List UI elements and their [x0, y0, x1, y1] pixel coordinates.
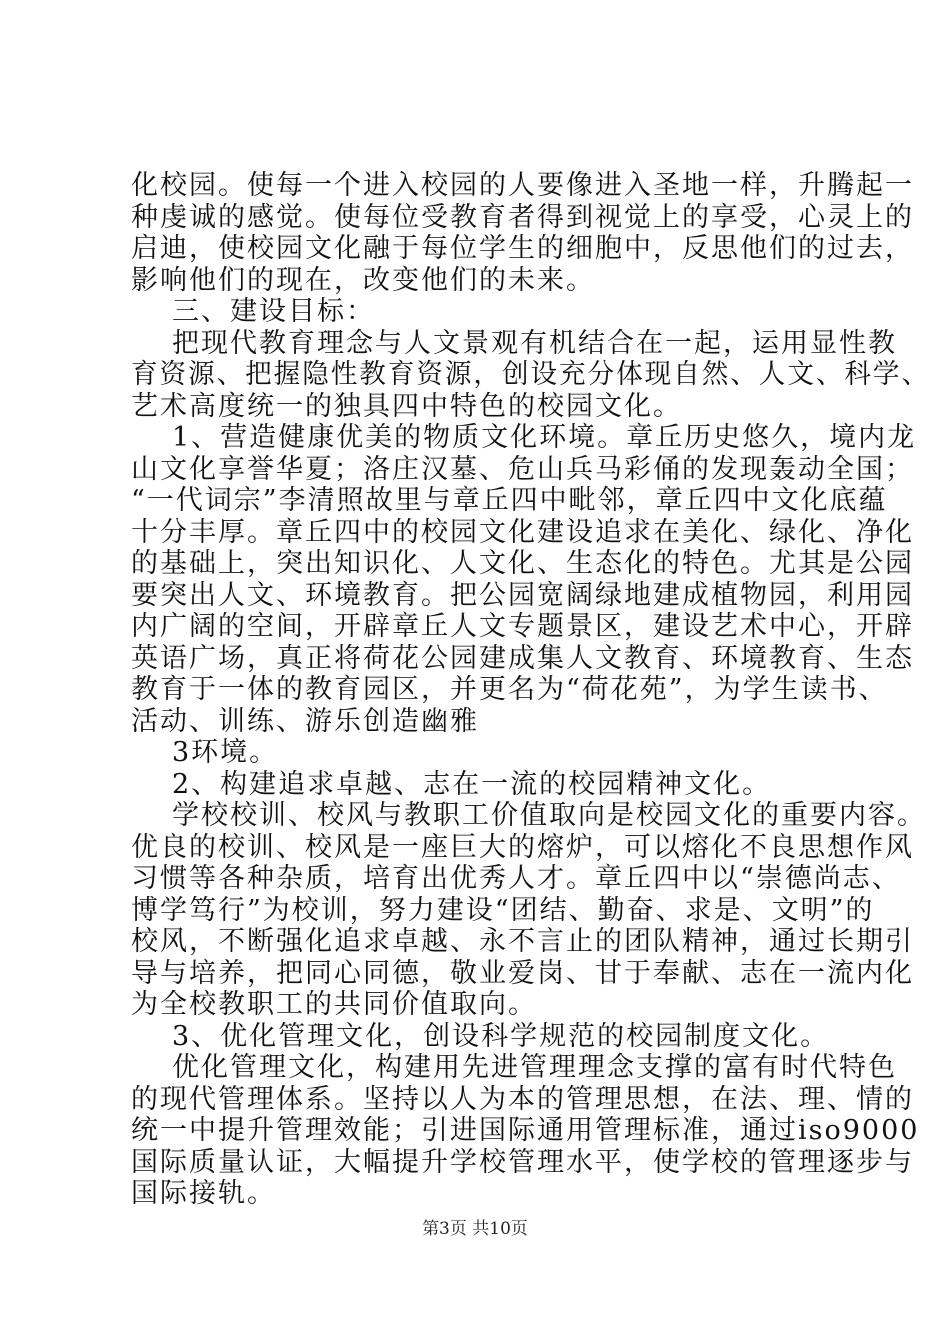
text-line: 山文化享誉华夏；洛庄汉墓、危山兵马彩俑的发现轰动全国；: [131, 454, 914, 485]
text-line: 化校园。使每一个进入校园的人要像进入圣地一样，升腾起一: [131, 170, 914, 201]
text-line: 优化管理文化，构建用先进管理理念支撑的富有时代特色: [172, 1052, 897, 1083]
text-line: 统一中提升管理效能；引进国际通用管理标准，通过iso9000: [131, 1115, 920, 1146]
text-line: 学校校训、校风与教职工价值取向是校园文化的重要内容。: [172, 800, 926, 831]
text-line: 的基础上，突出知识化、人文化、生态化的特色。尤其是公园: [131, 548, 914, 579]
text-line: 为全校教职工的共同价值取向。: [131, 989, 537, 1020]
text-line: 国际质量认证，大幅提升学校管理水平，使学校的管理逐步与: [131, 1147, 914, 1178]
text-line: 教育于一体的教育园区，并更名为“荷花苑”，为学生读书、: [131, 674, 888, 705]
text-line: 校风，不断强化追求卓越、永不言止的团队精神，通过长期引: [131, 926, 914, 957]
text-line: 导与培养，把同心同德，敬业爱岗、甘于奉献、志在一流内化: [131, 958, 914, 989]
page-number-footer: 第3页 共10页: [422, 1219, 528, 1239]
text-line: 习惯等各种杂质，培育出优秀人才。章丘四中以“崇德尚志、: [131, 863, 901, 894]
text-line: 育资源、把握隐性教育资源，创设充分体现自然、人文、科学、: [131, 359, 931, 390]
text-line: 要突出人文、环境教育。把公园宽阔绿地建成植物园，利用园: [131, 580, 914, 611]
text-line: 博学笃行”为校训，努力建设“团结、勤奋、求是、文明”的: [131, 895, 875, 926]
text-line: 3、优化管理文化，创设科学规范的校园制度文化。: [172, 1021, 830, 1052]
text-line: 国际接轨。: [131, 1178, 276, 1209]
text-line: 的现代管理体系。坚持以人为本的管理思想，在法、理、情的: [131, 1084, 914, 1115]
text-line: 艺术高度统一的独具四中特色的校园文化。: [131, 391, 682, 422]
text-line: “一代词宗”李清照故里与章丘四中毗邻，章丘四中文化底蕴: [131, 485, 888, 516]
text-line: 影响他们的现在，改变他们的未来。: [131, 265, 595, 296]
text-line: 2、构建追求卓越、志在一流的校园精神文化。: [172, 769, 772, 800]
text-line: 优良的校训、校风是一座巨大的熔炉，可以熔化不良思想作风: [131, 832, 914, 863]
text-line: 把现代教育理念与人文景观有机结合在一起，运用显性教: [172, 328, 897, 359]
text-line: 种虔诚的感觉。使每位受教育者得到视觉上的享受，心灵上的: [131, 202, 914, 233]
text-line: 内广阔的空间，开辟章丘人文专题景区，建设艺术中心，开辟: [131, 611, 914, 642]
text-line: 活动、训练、游乐创造幽雅: [131, 706, 479, 737]
text-line: 十分丰厚。章丘四中的校园文化建设追求在美化、绿化、净化: [131, 517, 914, 548]
text-line: 英语广场，真正将荷花公园建成集人文教育、环境教育、生态: [131, 643, 914, 674]
text-line: 1、营造健康优美的物质文化环境。章丘历史悠久，境内龙: [172, 422, 917, 453]
text-line: 启迪，使校园文化融于每位学生的细胞中，反思他们的过去，: [131, 233, 914, 264]
section-heading: 三、建设目标：: [172, 296, 375, 327]
text-line: 3环境。: [172, 737, 279, 768]
